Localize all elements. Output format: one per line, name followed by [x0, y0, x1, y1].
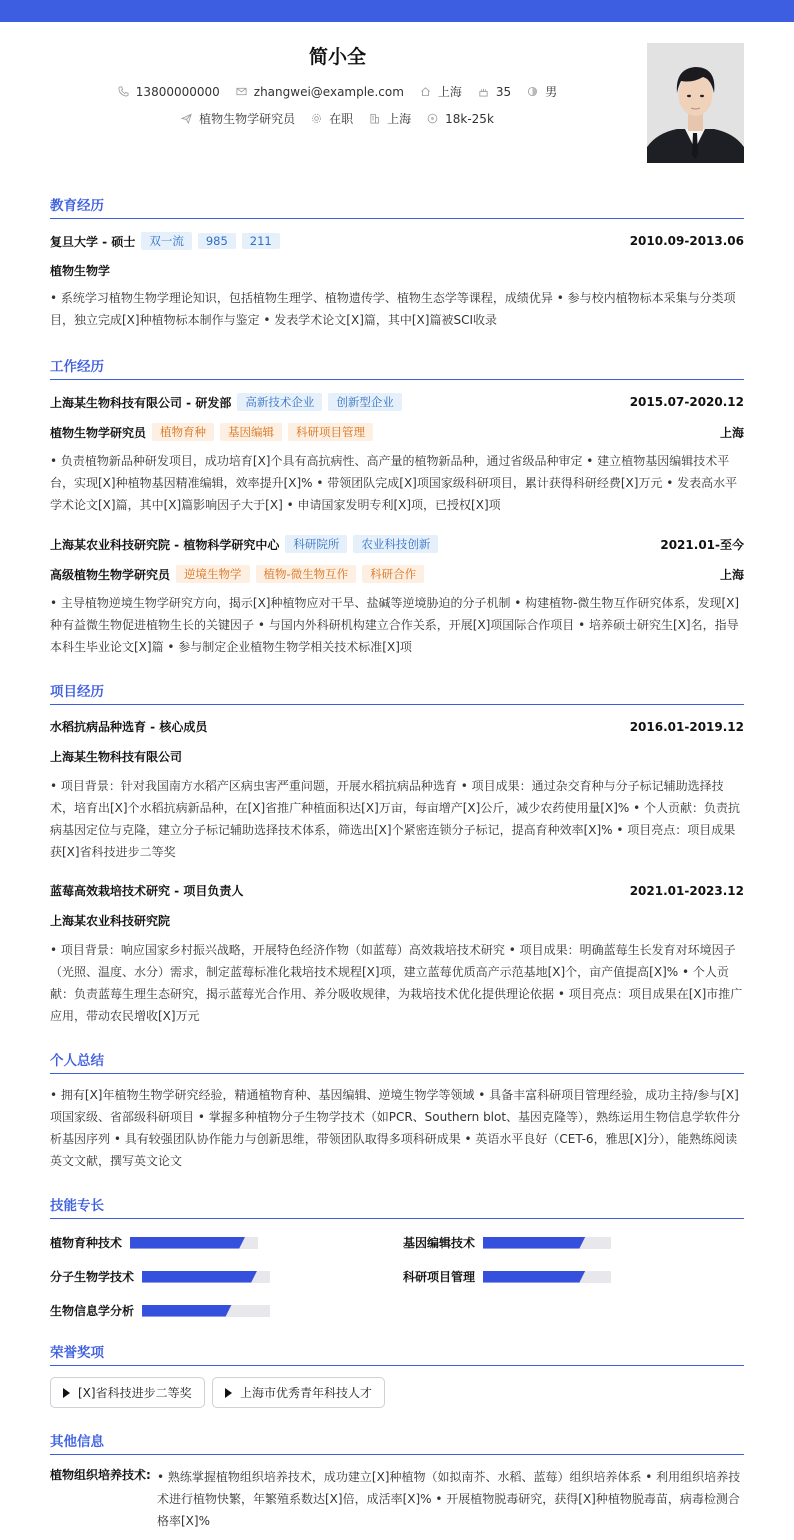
education-school: 复旦大学 - 硕士 [50, 234, 136, 249]
section-title-honors: 荣誉奖项 [50, 1341, 744, 1366]
triangle-icon [63, 1388, 70, 1398]
skill-item [50, 1302, 270, 1319]
contact-row [0, 83, 675, 100]
age-text: 35 [495, 84, 512, 99]
honor-text: 上海市优秀青年科技人才 [240, 1386, 373, 1400]
other-text: • 熟练掌握植物组织培养技术，成功建立[X]种植物（如拟南芥、水稻、蓝莓）组织培养体系 • 利用组织培养技术进行植物快繁，年繁殖系数达[X]倍，成活率[X]% • 开展植物脱毒研究，获得[X]种植物脱毒苗，病毒检测合格率[X]% [157, 1470, 741, 1528]
salary-text: 18k-25k [445, 111, 494, 126]
role-tag: 科研合作 [362, 565, 424, 583]
work-role: 高级植物生物学研究员 [50, 567, 171, 582]
work-role-row [50, 565, 744, 583]
gear-icon [311, 113, 322, 124]
profile-photo [647, 43, 744, 163]
honor-text: [X]省科技进步二等奖 [78, 1386, 192, 1400]
skill-level-bar [130, 1237, 258, 1249]
position-text: 植物生物学研究员 [199, 112, 296, 126]
skill-name: 植物育种技术 [50, 1236, 123, 1250]
company-tag: 农业科技创新 [353, 535, 438, 553]
project-org-row [50, 912, 744, 929]
mail-icon [236, 86, 247, 97]
skill-item [403, 1268, 611, 1285]
section-title-summary: 个人总结 [50, 1049, 744, 1074]
position-info [181, 110, 295, 127]
company-tag: 高新技术企业 [237, 393, 322, 411]
work-company-row [50, 393, 744, 411]
skill-level-fill [130, 1237, 245, 1249]
phone-icon [118, 86, 129, 97]
skill-level-fill [142, 1305, 232, 1317]
skill-level-bar [483, 1271, 611, 1283]
work-location: 上海 [719, 425, 744, 440]
work-description: • 负责植物新品种研发项目，成功培育[X]个具有高抗病性、高产量的植物新品种，通过省级品种审定 • 建立植物基因编辑技术平台，实现[X]种植物基因精准编辑，效率提升[X]% • 带领团队完成[X]项国家级科研项目，累计获得科研经费[X]万元 • 发表高水平学术论文[X]篇，其中[X]篇影响因子大于[X] • 申请国家发明专利[X]项，已授权[X]项 [50, 454, 738, 512]
project-org: 上海某生物科技有限公司 [50, 750, 183, 764]
work-company-row [50, 535, 744, 553]
company-tag: 科研院所 [285, 535, 347, 553]
section-title-education: 教育经历 [50, 194, 744, 219]
section-title-work: 工作经历 [50, 355, 744, 380]
top-accent-bar [0, 0, 794, 22]
building-icon [369, 113, 380, 124]
job-intent-row [0, 110, 675, 127]
role-tag: 逆境生物学 [176, 565, 250, 583]
home-icon [420, 86, 431, 97]
work-company: 上海某生物科技有限公司 - 研发部 [50, 395, 232, 410]
skill-level-bar [483, 1237, 611, 1249]
email-info [236, 85, 404, 99]
send-icon [181, 113, 192, 124]
role-tag: 基因编辑 [220, 423, 282, 441]
project-date: 2016.01-2019.12 [629, 719, 744, 734]
work-company: 上海某农业科技研究院 - 植物科学研究中心 [50, 537, 280, 552]
skill-item [50, 1234, 258, 1251]
gender-text: 男 [545, 85, 558, 99]
skill-level-bar [142, 1271, 270, 1283]
project-description: • 项目背景：响应国家乡村振兴战略，开展特色经济作物（如蓝莓）高效栽培技术研究 • 项目成果：明确蓝莓生长发育对环境因子（光照、温度、水分）需求，制定蓝莓标准化栽培技术规程[X]项，建立蓝莓优质高产示范基地[X]个，亩产值提高[X]% • 个人贡献：负责蓝莓生理生态研究，揭示蓝莓光合作用、养分吸收规律，为栽培技术优化提供理论依据 • 项目亮点：项目成果在[X]市推广应用，带动农民增收[X]万元 [50, 943, 743, 1023]
email-text: zhangwei@example.com [253, 84, 404, 99]
skill-level-bar [142, 1305, 270, 1317]
role-tag: 植物-微生物互作 [256, 565, 357, 583]
skill-level-fill [483, 1237, 585, 1249]
skill-level-fill [483, 1271, 585, 1283]
gender-info [527, 83, 557, 100]
section-title-other: 其他信息 [50, 1430, 744, 1455]
skill-item [50, 1268, 270, 1285]
skill-name: 基因编辑技术 [403, 1236, 476, 1250]
city-text: 上海 [437, 85, 462, 99]
project-org: 上海某农业科技研究院 [50, 914, 171, 928]
age-info [478, 85, 511, 99]
education-date: 2010.09-2013.06 [629, 234, 744, 248]
skill-name: 生物信息学分析 [50, 1304, 135, 1318]
section-title-skills: 技能专长 [50, 1194, 744, 1219]
education-description: • 系统学习植物生物学理论知识，包括植物生理学、植物遗传学、植物生态学等课程，成绩优异 • 参与校内植物标本采集与分类项目，独立完成[X]种植物标本制作与鉴定 • 发表学术论文[X]篇，其中[X]篇被SCI收录 [50, 291, 736, 327]
skill-level-fill [142, 1271, 257, 1283]
education-tag: 211 [242, 233, 280, 249]
work-role-row [50, 423, 744, 441]
skill-name: 分子生物学技术 [50, 1270, 135, 1284]
salary-info [427, 112, 494, 126]
phone-text: 13800000000 [135, 84, 220, 99]
project-org-row [50, 748, 744, 765]
skill-item [403, 1234, 611, 1251]
gender-icon [527, 86, 538, 97]
role-tag: 科研项目管理 [288, 423, 373, 441]
status-text: 在职 [329, 112, 354, 126]
work-city-text: 上海 [387, 112, 412, 126]
project-title-row [50, 718, 744, 735]
work-role: 植物生物学研究员 [50, 425, 147, 440]
project-description: • 项目背景：针对我国南方水稻产区病虫害严重问题，开展水稻抗病品种选育 • 项目成果：通过杂交育种与分子标记辅助选择技术，培育出[X]个水稻抗病新品种，在[X]省推广种植面积达[X]万亩，每亩增产[X]公斤，减少农药使用量[X]% • 个人贡献：负责抗病基因定位与克隆，建立分子标记辅助选择技术体系，筛选出[X]个紧密连锁分子标记，提高育种效率[X]% • 项目亮点：项目成果获[X]省科技进步二等奖 [50, 779, 741, 859]
honor-item [50, 1377, 205, 1408]
section-title-project: 项目经历 [50, 680, 744, 705]
work-date: 2021.01-至今 [660, 537, 744, 552]
triangle-icon [225, 1388, 232, 1398]
honor-item [212, 1377, 385, 1408]
phone-info [118, 85, 220, 99]
summary-text: • 拥有[X]年植物生物学研究经验，精通植物育种、基因编辑、逆境生物学等领域 • 具备丰富科研项目管理经验，成功主持/参与[X]项国家级、省部级科研项目 • 掌握多种植物分子生物学技术（如PCR、Southern blot、基因克隆等），熟练运用生物信息学软件分析基因序列 • 具有较强团队协作能力与创新思维，带领团队取得多项科研成果 • 英语水平良好（CET-6，雅思[X]分），能熟练阅读英文文献，撰写英文论文 [50, 1088, 741, 1168]
role-tag: 植物育种 [152, 423, 214, 441]
cake-icon [478, 86, 489, 97]
other-label: 植物组织培养技术: [50, 1468, 151, 1482]
coin-icon [427, 113, 438, 124]
education-header-row [50, 232, 744, 250]
work-location: 上海 [719, 567, 744, 582]
education-tag: 双一流 [141, 232, 192, 250]
education-major-row [50, 262, 744, 279]
city-info [420, 83, 462, 100]
candidate-name: 简小全 [308, 46, 366, 68]
education-tag: 985 [198, 233, 236, 249]
work-city-info [369, 110, 411, 127]
project-date: 2021.01-2023.12 [629, 883, 744, 898]
education-major: 植物生物学 [50, 264, 111, 278]
work-description: • 主导植物逆境生物学研究方向，揭示[X]种植物应对干旱、盐碱等逆境胁迫的分子机制 • 构建植物-微生物互作研究体系，发现[X]种有益微生物促进植物生长的关键因子 • 与国内外科研机构建立合作关系，开展[X]项国际合作项目 • 培养硕士研究生[X]名，指导本科生毕业论文[X]篇 • 参与制定企业植物生物学相关技术标准[X]项 [50, 596, 740, 654]
project-title-row [50, 882, 744, 899]
company-tag: 创新型企业 [328, 393, 402, 411]
skill-name: 科研项目管理 [403, 1270, 476, 1284]
work-date: 2015.07-2020.12 [629, 395, 744, 409]
profile-portrait-image [647, 43, 744, 163]
project-title: 蓝莓高效栽培技术研究 - 项目负责人 [50, 884, 244, 898]
status-info [311, 110, 353, 127]
project-title: 水稻抗病品种选育 - 核心成员 [50, 720, 208, 734]
